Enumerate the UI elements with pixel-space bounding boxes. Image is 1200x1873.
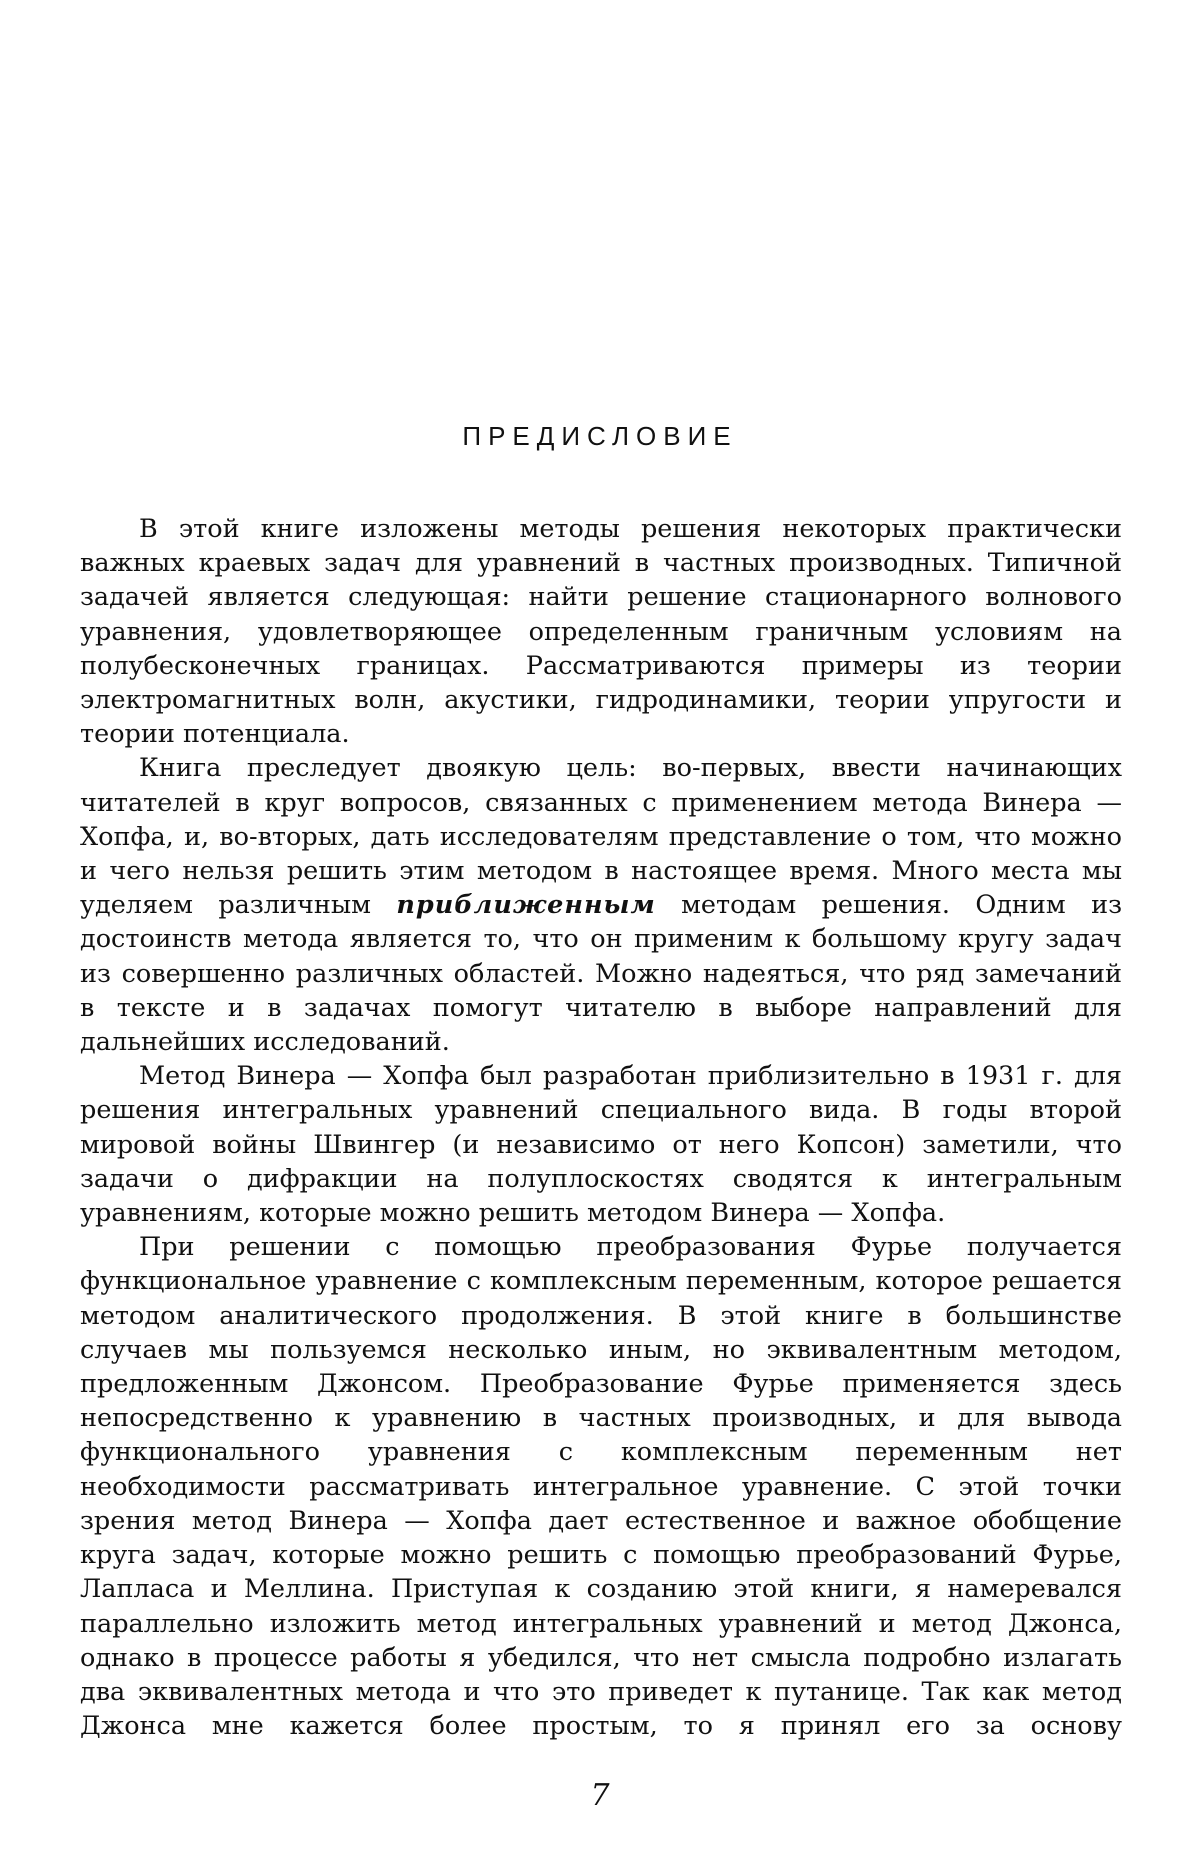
page-title: ПРЕДИСЛОВИЕ <box>462 421 738 451</box>
paragraph-1: В этой книге изложены методы решения некоторых практически важных краевых задач для уравнений в частных производных. Типичной задачей является следующая: найти решение стационарного волнового уравнения, удовлетворяющее определенным граничным условиям на полубесконечных границах. Рассматриваются примеры из теории электромагнитных волн, акустики, гидродинамики, теории упругости и теории потенциала. <box>80 514 1122 750</box>
paragraph-2 <box>80 751 1122 1059</box>
page-number: 7 <box>590 1778 610 1813</box>
preface-body <box>80 512 1122 1743</box>
emphasized-word: приближенным <box>396 890 656 921</box>
paragraph-3: Метод Винера — Хопфа был разработан приблизительно в 1931 г. для решения интегральных уравнений специального вида. В годы второй мировой войны Швингер (и независимо от него Копсон) заметили, что задачи о дифракции на полуплоскостях сводятся к интегральным уравнениям, которые можно решить методом Винера — Хопфа. <box>80 1061 1122 1229</box>
paragraph-2-text-end: методам решения. Одним из достоинств метода является то, что он применим к большому кругу задач из совершенно различных областей. Можно надеяться, что ряд замечаний в тексте и в задачах помогут читателю в выборе направлений для дальнейших исследований. <box>80 890 1122 1058</box>
paragraph-4: При решении с помощью преобразования Фурье получается функциональное уравнение с комплексным переменным, которое решается методом аналитического продолжения. В этой книге в большинстве случаев мы пользуемся несколько иным, но эквивалентным методом, предложенным Джонсом. Преобразование Фурье применяется здесь непосредственно к уравнению в частных производных, и для вывода функционального уравнения с комплексным переменным нет необходимости рассматривать интегральное уравнение. С этой точки зрения метод Винера — Хопфа дает естественное и важное обобщение круга задач, которые можно решить с помощью преобразований Фурье, Лапласа и Меллина. Приступая к созданию этой книги, я намеревался параллельно изложить метод интегральных уравнений и метод Джонса, однако в процессе работы я убедился, что нет смысла подробно излагать два эквивалентных метода и что это приведет к путанице. Так как метод Джонса мне кажется более простым, то я принял его за основу <box>80 1232 1122 1742</box>
paragraph-2-text-start: Книга преследует двоякую цель: во-первых, ввести начинающих читателей в круг вопросов, связанных с применением метода Винера — Хопфа, и, во-вторых, дать исследователям представление о том, что можно и чего нельзя решить этим методом в настоящее время. Много места мы уделяем различным <box>80 753 1122 921</box>
